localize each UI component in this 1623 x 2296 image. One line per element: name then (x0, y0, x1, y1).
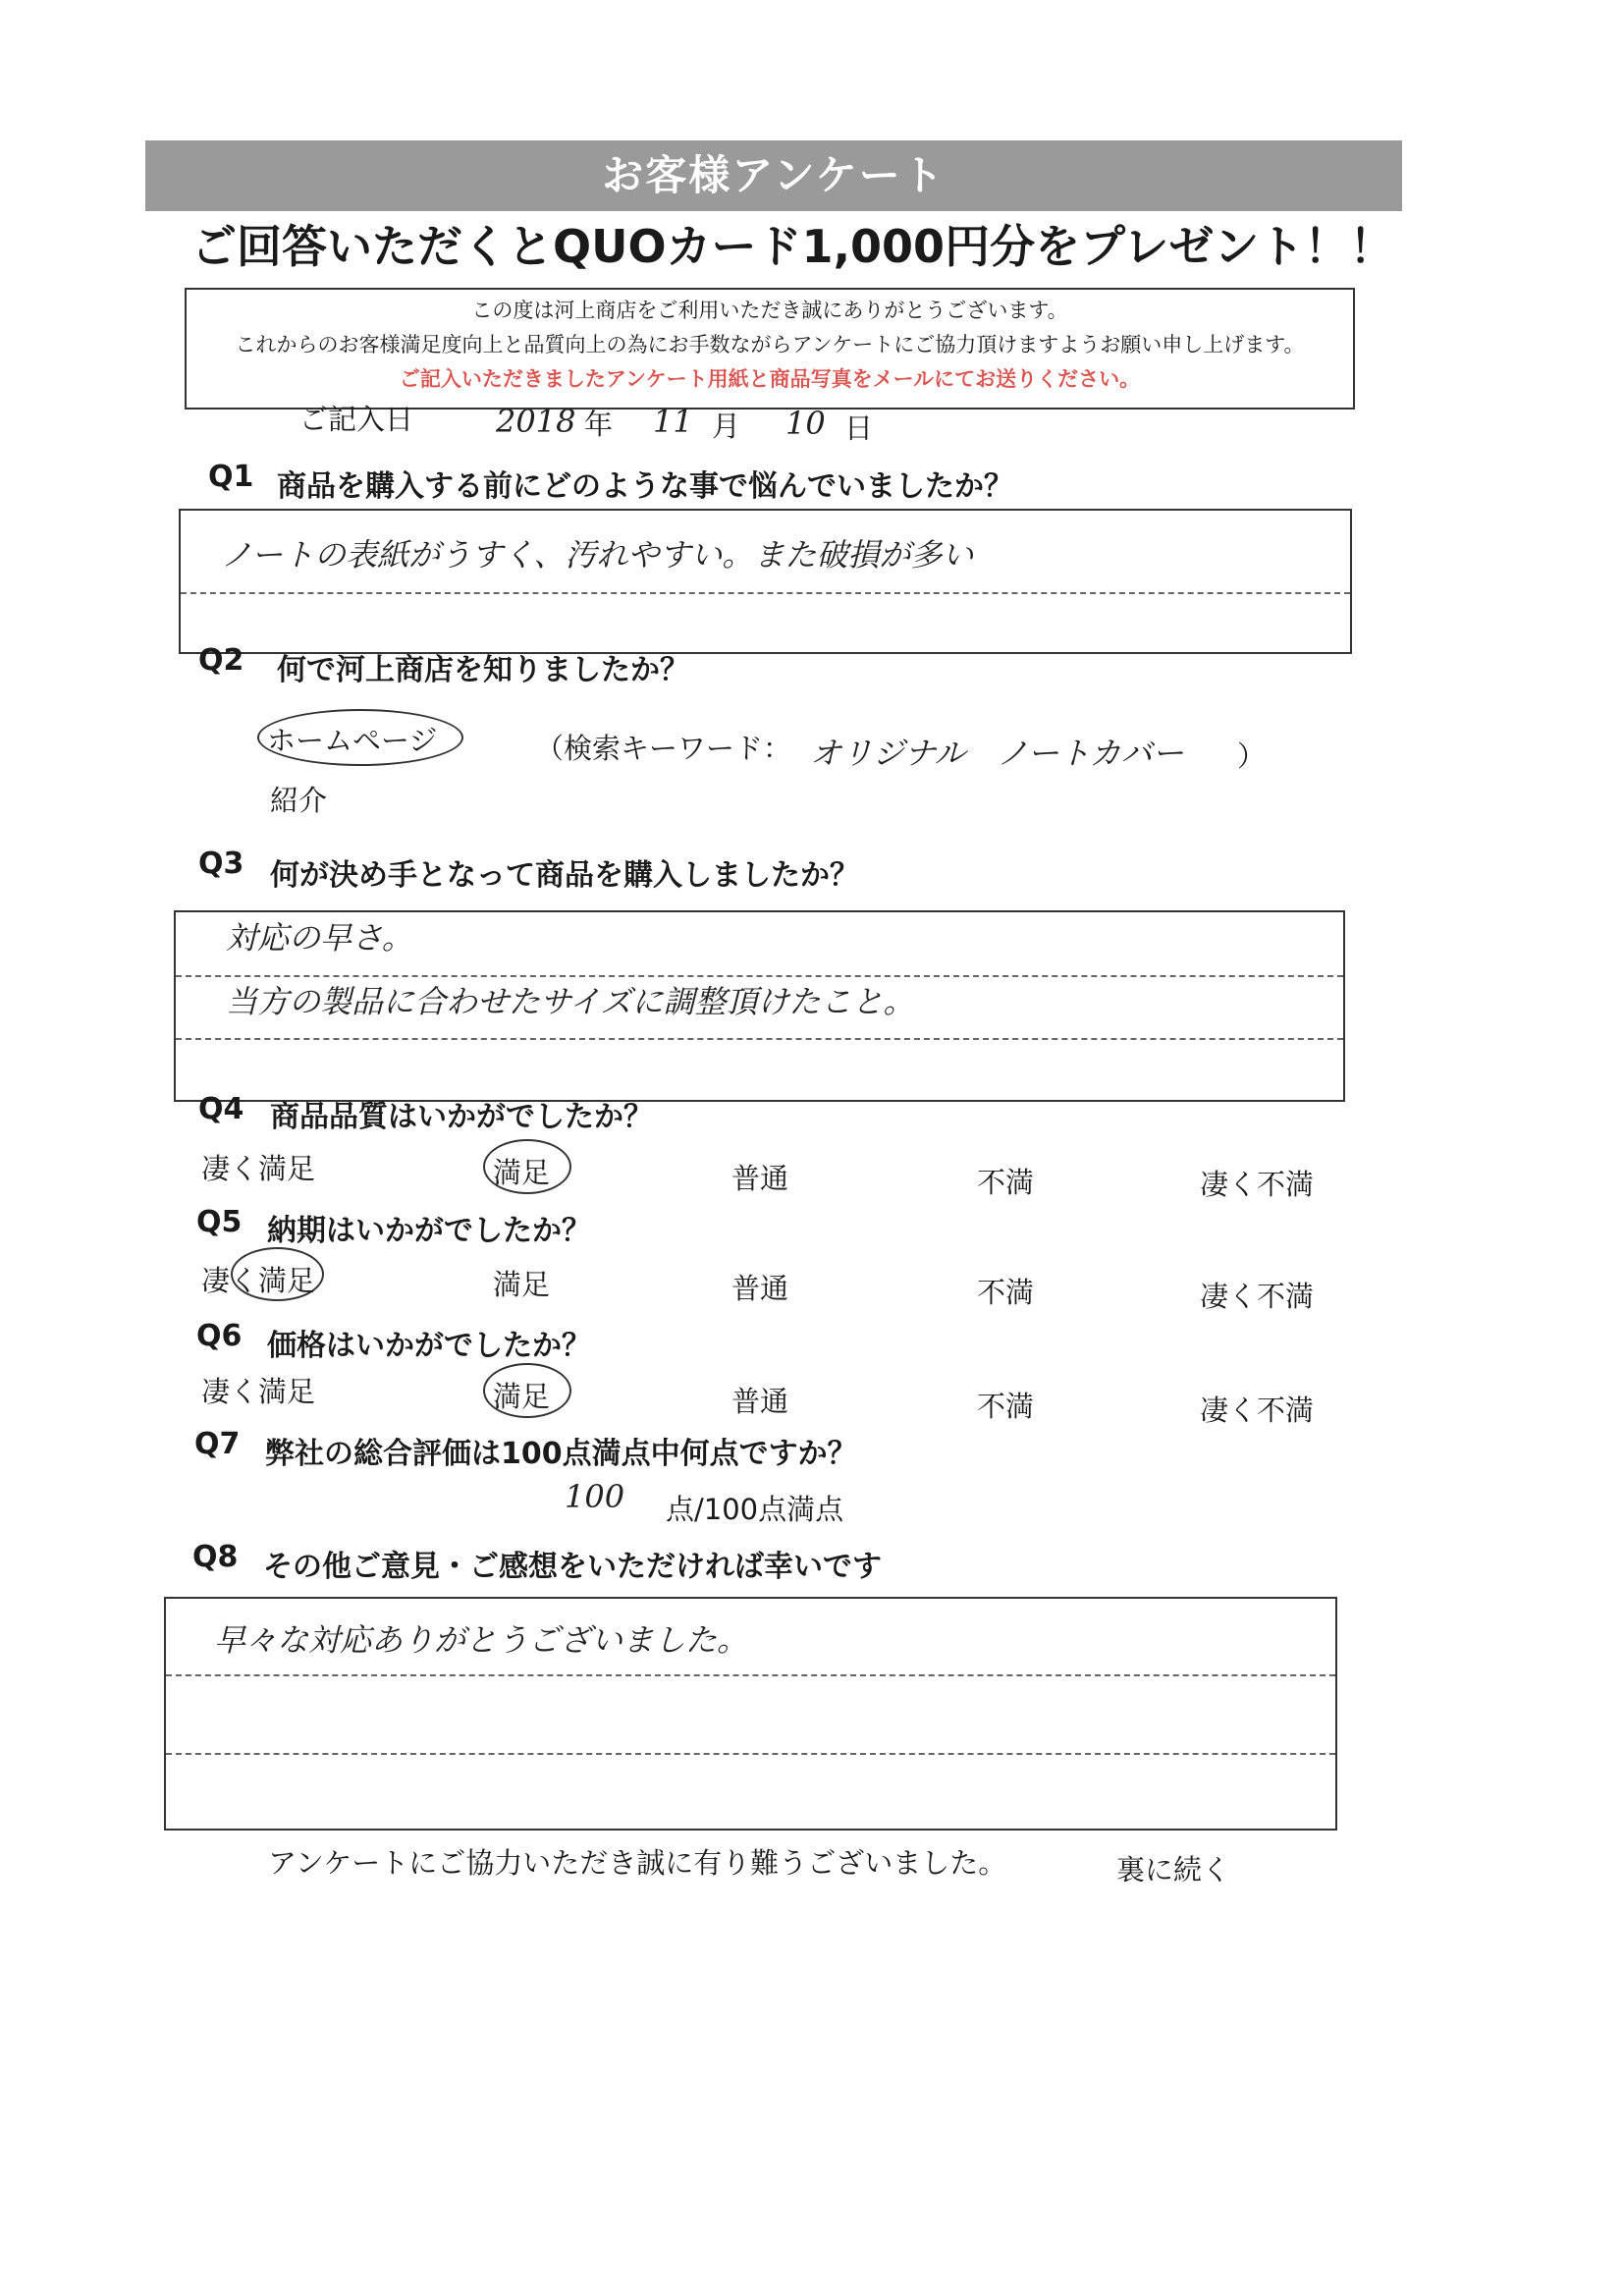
q6-selected-circle (483, 1363, 571, 1418)
q2-keyword-close: ） (1237, 739, 1267, 773)
date-year[interactable]: 2018 (496, 403, 576, 440)
q3-label: Q3 (198, 847, 244, 881)
q2-question: 何で河上商店を知りましたか？ (277, 653, 689, 687)
q1-label: Q1 (208, 460, 254, 494)
date-label: ご記入日 (299, 403, 414, 436)
date-day-unit: 日 (844, 411, 874, 445)
q4-option-neutral[interactable]: 普通 (731, 1162, 789, 1195)
intro-line-3: ご記入いただきましたアンケート用紙と商品写真をメールにてお送りください。 (399, 367, 1141, 391)
q1-answer-1[interactable]: ノートの表紙がうすく、汚れやすい。また破損が多い (221, 536, 974, 574)
headline: ご回答いただくとQUOカード1,000円分をプレゼント！！ (191, 220, 1395, 273)
q4-option-satisfied[interactable]: 満足 (493, 1156, 551, 1189)
q6-option-very-satisfied[interactable]: 凄く満足 (201, 1375, 316, 1408)
date-year-unit: 年 (584, 408, 614, 441)
q6-label: Q6 (196, 1319, 243, 1353)
footer-continue: 裏に続く (1116, 1853, 1231, 1886)
q2-keyword-open: （検索キーワード： (535, 732, 792, 765)
q4-label: Q4 (198, 1092, 244, 1126)
q6-option-satisfied[interactable]: 満足 (493, 1380, 551, 1413)
q8-label: Q8 (192, 1540, 239, 1574)
date-day[interactable]: 10 (785, 405, 826, 442)
q5-option-very-dissatisfied[interactable]: 凄く不満 (1200, 1280, 1315, 1313)
date-month[interactable]: 11 (653, 403, 693, 440)
q4-question: 商品品質はいかがでしたか？ (270, 1100, 653, 1134)
intro-box (185, 288, 1355, 410)
q2-keyword-answer[interactable]: オリジナル ノートカバー (810, 735, 1184, 772)
q5-option-satisfied[interactable]: 満足 (493, 1268, 551, 1301)
q4-selected-circle (483, 1139, 571, 1194)
q3-question: 何が決め手となって商品を購入しましたか？ (270, 858, 859, 893)
survey-banner: お客様アンケート (145, 140, 1402, 211)
q8-answer-line-1 (166, 1674, 1335, 1676)
q8-answer-line-2 (166, 1753, 1335, 1755)
q6-option-neutral[interactable]: 普通 (731, 1385, 789, 1418)
q8-answer-1[interactable]: 早々な対応ありがとうございました。 (214, 1621, 749, 1659)
q1-question: 商品を購入する前にどのような事で悩んでいましたか？ (277, 469, 1013, 504)
q2-label: Q2 (198, 643, 244, 678)
q2-option-referral[interactable]: 紹介 (270, 784, 328, 817)
q4-option-dissatisfied[interactable]: 不満 (977, 1166, 1035, 1199)
q3-answer-1[interactable]: 対応の早さ。 (226, 919, 413, 957)
intro-line-2: これからのお客様満足度向上と品質向上の為にお手数ながらアンケートにご協力頂けますようお願い申し上げます。 (235, 333, 1305, 356)
intro-line-1: この度は河上商店をご利用いただき誠にありがとうございます。 (471, 299, 1068, 322)
q7-question: 弊社の総合評価は100点満点中何点ですか？ (265, 1437, 857, 1471)
footer-thanks: アンケートにご協力いただき誠に有り難うございました。 (268, 1846, 1007, 1880)
q5-option-neutral[interactable]: 普通 (731, 1272, 789, 1305)
date-month-unit: 月 (712, 410, 741, 443)
q5-question: 納期はいかがでしたか？ (267, 1214, 591, 1248)
q7-score[interactable]: 100 (565, 1478, 625, 1515)
q6-option-dissatisfied[interactable]: 不満 (977, 1390, 1035, 1423)
q7-label: Q7 (194, 1427, 241, 1461)
q2-option-homepage[interactable]: ホームページ (267, 724, 438, 757)
q5-option-dissatisfied[interactable]: 不満 (977, 1276, 1035, 1309)
q1-answer-line (181, 592, 1350, 594)
q6-question: 価格はいかがでしたか？ (267, 1329, 591, 1363)
q4-option-very-satisfied[interactable]: 凄く満足 (201, 1152, 316, 1185)
q4-option-very-dissatisfied[interactable]: 凄く不満 (1200, 1168, 1315, 1201)
q7-score-unit: 点/100点満点 (666, 1493, 844, 1526)
q5-option-very-satisfied[interactable]: 凄く満足 (201, 1264, 316, 1297)
q6-option-very-dissatisfied[interactable]: 凄く不満 (1200, 1394, 1315, 1427)
q8-question: その他ご意見・ご感想をいただければ幸いです (263, 1550, 882, 1584)
q3-answer-2[interactable]: 当方の製品に合わせたサイズに調整頂けたこと。 (226, 983, 915, 1020)
q5-label: Q5 (196, 1205, 243, 1239)
q3-answer-line-2 (176, 1038, 1343, 1040)
